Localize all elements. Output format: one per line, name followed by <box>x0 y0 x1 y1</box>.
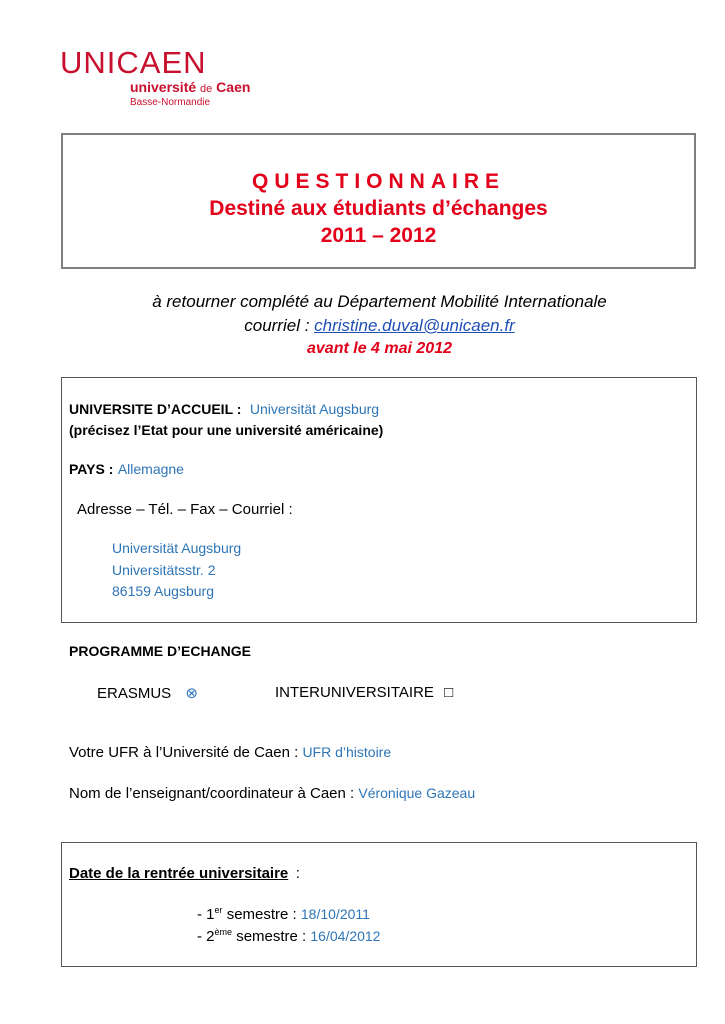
host-university-value: Universität Augsburg <box>249 401 380 417</box>
host-university-label: UNIVERSITE D’ACCUEIL : <box>69 401 242 417</box>
erasmus-label: ERASMUS <box>97 685 172 702</box>
semester-1-label: semestre : <box>222 906 297 923</box>
erasmus-checkbox[interactable]: ⊗ <box>185 685 198 702</box>
logo-region: Basse-Normandie <box>130 97 211 108</box>
return-instruction: à retourner complété au Département Mobilité Internationale <box>152 292 607 311</box>
interuniversitaire-option <box>275 684 453 701</box>
rentree-box <box>61 842 697 967</box>
email-prefix: courriel : <box>244 316 315 335</box>
country-value: Allemagne <box>117 461 184 477</box>
rentree-heading-row <box>69 865 300 883</box>
host-university-row <box>69 401 379 419</box>
email-instruction <box>61 316 698 336</box>
semester-2-value: 16/04/2012 <box>310 928 381 944</box>
erasmus-option <box>97 684 198 702</box>
logo-caen: Caen <box>216 79 251 95</box>
ufr-label: Votre UFR à l’Université de Caen : <box>69 744 299 761</box>
semester-1-prefix: - 1 <box>197 906 215 923</box>
teacher-row <box>69 785 475 802</box>
semester-2-prefix: - 2 <box>197 928 215 945</box>
email-link[interactable]: christine.duval@unicaen.fr <box>314 316 515 335</box>
semester-1-value: 18/10/2011 <box>300 906 370 922</box>
deadline: avant le 4 mai 2012 <box>307 340 452 357</box>
semester-2-row <box>197 927 380 945</box>
teacher-value: Véronique Gazeau <box>358 785 476 801</box>
semester-1-row <box>197 905 370 923</box>
rentree-colon: : <box>295 865 300 882</box>
logo-universite: université <box>130 79 197 95</box>
teacher-label: Nom de l’enseignant/coordinateur à Caen : <box>69 785 355 802</box>
country-row <box>69 461 184 479</box>
country-label: PAYS : <box>69 461 114 477</box>
address-label: Adresse – Tél. – Fax – Courriel : <box>77 501 293 518</box>
ufr-value: UFR d’histoire <box>302 744 392 760</box>
semester-1-sup: er <box>214 905 223 915</box>
semester-2-label: semestre : <box>232 928 307 945</box>
rentree-heading: Date de la rentrée universitaire <box>69 865 289 882</box>
title-questionnaire: QUESTIONNAIRE <box>251 170 505 193</box>
title-subtitle: Destiné aux étudiants d’échanges <box>209 197 548 220</box>
interuniversitaire-label: INTERUNIVERSITAIRE <box>275 684 434 701</box>
unicaen-logo <box>60 45 207 80</box>
semester-2-sup: ème <box>214 927 233 937</box>
us-state-note: (précisez l’Etat pour une université américaine) <box>69 422 384 438</box>
address-line-2: Universitätsstr. 2 <box>112 562 216 578</box>
address-line-1: Universität Augsburg <box>112 540 242 556</box>
logo-wordmark: UNICAEN <box>60 45 207 80</box>
interuniversitaire-checkbox[interactable]: □ <box>444 684 454 701</box>
title-box <box>61 133 696 269</box>
ufr-row <box>69 744 391 761</box>
programme-heading: PROGRAMME D’ECHANGE <box>69 643 252 659</box>
logo-university-line <box>130 79 250 95</box>
logo-de: de <box>200 83 213 95</box>
address-line-3: 86159 Augsburg <box>112 583 214 599</box>
title-years: 2011 – 2012 <box>320 224 437 247</box>
